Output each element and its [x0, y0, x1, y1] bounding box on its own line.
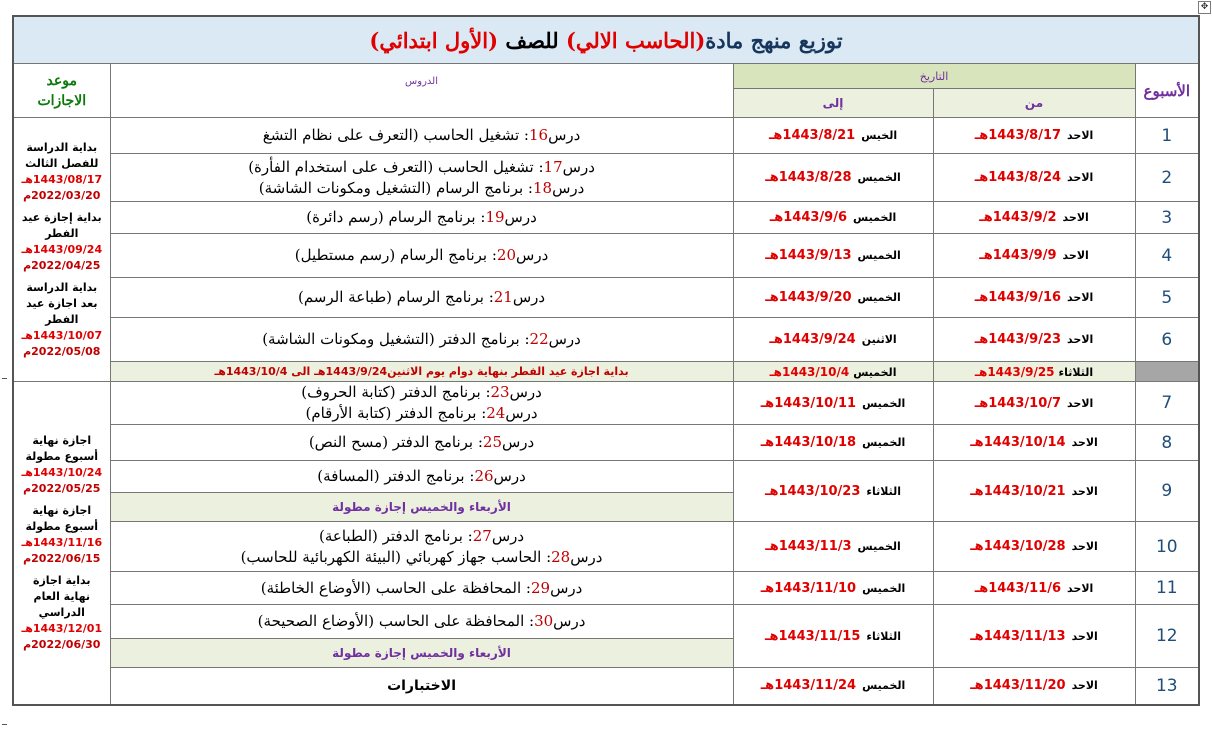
holiday-dates-cell	[13, 118, 110, 382]
holiday-note: الأربعاء والخميس إجازة مطولة	[110, 493, 733, 522]
lesson-number: 26	[474, 467, 494, 485]
to-date: 1443/10/23هـ	[765, 483, 861, 499]
lesson-line	[111, 432, 733, 453]
from-date: 1443/8/17هـ	[974, 128, 1062, 143]
from-date-cell	[933, 318, 1135, 362]
margin-marker	[2, 724, 7, 725]
holiday-hijri-date: 1443/10/07هـ	[21, 328, 103, 342]
lesson-title: : الحاسب جهاز كهربائي (البيئة الكهربائية للحاسب)	[240, 547, 552, 566]
to-date-cell	[733, 278, 933, 318]
table-row	[13, 522, 1199, 572]
holiday-gregorian-date: 2022/06/30م	[23, 637, 101, 651]
from-date: 1443/11/20هـ	[970, 678, 1066, 694]
lesson-prefix: درس	[504, 208, 537, 226]
to-date: 1443/11/15هـ	[765, 628, 861, 644]
table-row	[13, 382, 1199, 425]
lessons-cell	[110, 522, 733, 572]
from-date: 1443/9/25هـ	[974, 364, 1055, 379]
from-day: الاحد	[1071, 436, 1098, 449]
holiday-gregorian-date: 2022/03/20م	[23, 188, 101, 202]
lesson-line	[111, 547, 733, 568]
curriculum-table	[12, 15, 1200, 706]
to-date-cell	[733, 605, 933, 668]
lesson-title: : برنامج الدفتر (كتابة الأرقام)	[305, 404, 487, 422]
lesson-line	[111, 611, 733, 632]
lesson-title: : برنامج الرسام (رسم دائرة)	[306, 208, 486, 226]
lessons-cell	[110, 234, 733, 278]
from-day: الاحد	[1071, 484, 1098, 498]
to-date-cell	[733, 154, 933, 202]
to-day: الخميس	[862, 679, 906, 693]
from-date-cell	[933, 522, 1135, 572]
lesson-title: : برنامج الرسام (طباعة الرسم)	[297, 288, 494, 306]
lesson-prefix: درس	[512, 288, 546, 306]
table-row	[13, 668, 1199, 705]
week-number: 12	[1135, 605, 1199, 668]
table-row	[13, 425, 1199, 461]
from-date-cell	[933, 668, 1135, 705]
holiday-header: موعد الاجازات	[13, 64, 110, 118]
to-date-cell	[733, 522, 933, 572]
holiday-gregorian-date: 2022/06/15م	[23, 551, 101, 565]
to-date: 1443/11/24هـ	[760, 678, 857, 694]
page-title: توزيع منهج مادة(الحاسب الالي) للصف (الأول ابتدائي)	[13, 16, 1199, 64]
lesson-number: 27	[472, 526, 492, 545]
to-date-cell	[733, 362, 933, 382]
lessons-cell	[110, 202, 733, 234]
table-row	[13, 118, 1199, 154]
to-day: الخميس	[862, 581, 906, 595]
lesson-number: 22	[529, 330, 549, 348]
from-date: 1443/9/23هـ	[974, 332, 1062, 347]
lesson-prefix: درس	[552, 178, 585, 197]
week-number: 4	[1135, 234, 1199, 278]
lesson-number: 16	[528, 126, 549, 144]
lessons-header: الدروس	[110, 64, 733, 118]
from-date-cell	[933, 154, 1135, 202]
table-row	[13, 234, 1199, 278]
to-day: الخميس	[857, 249, 901, 262]
from-date-cell	[933, 234, 1135, 278]
from-date: 1443/10/7هـ	[974, 395, 1062, 411]
lessons-cell	[110, 118, 733, 154]
lessons-cell	[110, 461, 733, 493]
lesson-prefix: درس	[516, 246, 549, 264]
table-row	[13, 278, 1199, 318]
from-day: الاحد	[1067, 333, 1094, 346]
week-number: 2	[1135, 154, 1199, 202]
lesson-number: 30	[534, 612, 554, 630]
from-date-cell	[933, 425, 1135, 461]
table-row	[13, 154, 1199, 202]
lessons-cell	[110, 572, 733, 605]
lessons-cell	[110, 278, 733, 318]
to-date: 1443/11/10هـ	[760, 580, 857, 596]
holiday-entry	[18, 280, 106, 360]
week-header: الأسبوع	[1135, 64, 1199, 118]
from-day: الاحد	[1067, 171, 1094, 184]
lesson-prefix: درس	[502, 433, 535, 451]
lesson-prefix: درس	[509, 383, 542, 401]
lessons-cell	[110, 318, 733, 362]
to-day: الخميس	[857, 540, 901, 553]
week-number: 1	[1135, 118, 1199, 154]
from-day: الاحد	[1067, 581, 1094, 595]
holiday-hijri-date: 1443/08/17هـ	[21, 172, 103, 186]
lesson-prefix: درس	[491, 526, 525, 545]
from-date-cell	[933, 202, 1135, 234]
lesson-line	[111, 245, 733, 266]
from-day: الاحد	[1071, 679, 1098, 693]
lesson-title: : برنامج الدفتر (التشغيل ومكونات الشاشة)	[262, 330, 530, 348]
from-date: 1443/8/24هـ	[974, 170, 1062, 185]
from-day: الاحد	[1067, 129, 1094, 142]
from-date: 1443/9/9هـ	[979, 248, 1057, 263]
to-date-cell	[733, 461, 933, 522]
from-date: 1443/10/14هـ	[970, 435, 1066, 450]
holiday-dates-cell	[13, 382, 110, 705]
to-day: الخميس	[853, 211, 897, 224]
from-date-cell	[933, 362, 1135, 382]
to-date: 1443/11/3هـ	[765, 539, 852, 554]
lesson-prefix: درس	[562, 157, 595, 176]
holiday-entry	[18, 573, 106, 653]
from-header: من	[933, 89, 1135, 118]
lesson-prefix: درس	[493, 467, 526, 485]
to-date: 1443/9/24هـ	[769, 332, 856, 347]
holiday-entry	[18, 433, 106, 497]
holiday-entry	[18, 210, 106, 274]
holiday-hijri-date: 1443/10/24هـ	[21, 465, 103, 479]
lesson-title: : برنامج الدفتر (مسح النص)	[308, 433, 483, 451]
holiday-label: اجازة نهاية أسبوع مطولة	[25, 433, 99, 463]
to-date: 1443/9/6هـ	[769, 210, 848, 225]
lesson-number: 17	[543, 157, 563, 176]
lesson-line	[111, 125, 733, 146]
week-number: 8	[1135, 425, 1199, 461]
week-number: 13	[1135, 668, 1199, 705]
week-number: 9	[1135, 461, 1199, 522]
week-number	[1135, 362, 1199, 382]
holiday-gregorian-date: 2022/05/08م	[23, 344, 101, 358]
to-date-cell	[733, 382, 933, 425]
lesson-number: 21	[493, 288, 513, 306]
date-header: التاريخ	[733, 64, 1135, 89]
to-day: الثلاثاء	[866, 629, 902, 643]
holiday-hijri-date: 1443/12/01هـ	[21, 621, 103, 635]
from-date: 1443/11/13هـ	[970, 628, 1066, 644]
margin-marker	[2, 378, 7, 379]
lesson-line	[111, 526, 733, 547]
lesson-number: 29	[530, 578, 551, 597]
week-number: 11	[1135, 572, 1199, 605]
holiday-hijri-date: 1443/09/24هـ	[21, 242, 103, 256]
to-day: الاثنين	[861, 333, 897, 346]
holiday-gregorian-date: 2022/04/25م	[23, 258, 101, 272]
table-row	[13, 605, 1199, 639]
lessons-cell: الاختبارات	[110, 668, 733, 705]
lesson-title: : تشغيل الحاسب (التعرف على استخدام الفأرة)	[248, 157, 544, 176]
move-handle-icon[interactable]: ✥	[1198, 1, 1211, 14]
to-date: 1443/8/28هـ	[765, 170, 852, 185]
lesson-title: : برنامج الرسام (رسم مستطيل)	[294, 246, 497, 264]
lesson-number: 28	[551, 547, 571, 566]
to-date-cell	[733, 118, 933, 154]
week-number: 3	[1135, 202, 1199, 234]
from-date-cell	[933, 382, 1135, 425]
lessons-cell	[110, 154, 733, 202]
to-date: 1443/10/4هـ	[769, 364, 850, 379]
lessons-cell	[110, 425, 733, 461]
lesson-title: : برنامج الدفتر (الطباعة)	[319, 526, 473, 545]
lesson-line	[111, 178, 733, 199]
from-date: 1443/11/6هـ	[974, 580, 1062, 596]
to-date-cell	[733, 234, 933, 278]
lesson-title: : برنامج الرسام (التشغيل ومكونات الشاشة)	[258, 178, 533, 197]
lesson-title: : المحافظة على الحاسب (الأوضاع الخاطئة)	[260, 578, 531, 597]
lesson-title: : برنامج الدفتر (كتابة الحروف)	[301, 383, 491, 401]
from-day: الاحد	[1071, 540, 1098, 553]
from-day: الاحد	[1067, 396, 1094, 410]
lesson-line	[111, 329, 733, 350]
lesson-line	[111, 157, 733, 178]
to-day: الخميس	[862, 436, 906, 449]
from-day: الثلاثاء	[1058, 365, 1094, 379]
table-row	[13, 461, 1199, 493]
to-day: الخميس	[857, 291, 901, 304]
to-date-cell	[733, 668, 933, 705]
from-date-cell	[933, 461, 1135, 522]
from-date: 1443/10/28هـ	[970, 539, 1066, 554]
lesson-number: 25	[482, 433, 502, 451]
from-date: 1443/10/21هـ	[970, 483, 1066, 499]
from-day: الاحد	[1067, 291, 1094, 304]
from-day: الاحد	[1062, 249, 1089, 262]
lesson-number: 19	[485, 208, 505, 226]
holiday-entry	[18, 503, 106, 567]
lessons-cell	[110, 382, 733, 425]
from-date-cell	[933, 278, 1135, 318]
table-row	[13, 572, 1199, 605]
from-date-cell	[933, 572, 1135, 605]
to-date: 1443/10/11هـ	[760, 395, 857, 411]
from-day: الاحد	[1071, 629, 1098, 643]
to-day: الخميس	[862, 396, 906, 410]
from-date: 1443/9/16هـ	[974, 290, 1062, 305]
week-number: 5	[1135, 278, 1199, 318]
to-date: 1443/10/18هـ	[760, 435, 857, 450]
week-number: 7	[1135, 382, 1199, 425]
holiday-label: بداية إجازة عيد الفطر	[21, 210, 102, 240]
lesson-number: 20	[496, 246, 517, 264]
holiday-hijri-date: 1443/11/16هـ	[21, 535, 103, 549]
lesson-number: 24	[486, 404, 506, 422]
from-date-cell	[933, 605, 1135, 668]
week-number: 10	[1135, 522, 1199, 572]
to-day: الثلاثاء	[866, 484, 902, 498]
holiday-note: الأربعاء والخميس إجازة مطولة	[110, 639, 733, 668]
lesson-prefix: درس	[553, 612, 586, 630]
holiday-entry	[18, 140, 106, 204]
lesson-line	[111, 403, 733, 424]
lesson-title: : برنامج الدفتر (المسافة)	[317, 467, 475, 485]
to-day: الخميس	[853, 365, 897, 379]
lesson-line	[111, 466, 733, 487]
table-row	[13, 202, 1199, 234]
lesson-line	[111, 207, 733, 228]
holiday-gregorian-date: 2022/05/25م	[23, 481, 101, 495]
to-date-cell	[733, 425, 933, 461]
lesson-prefix: درس	[550, 578, 583, 597]
to-day: الخميس	[857, 171, 901, 184]
to-date-cell	[733, 202, 933, 234]
lesson-line	[111, 287, 733, 308]
lesson-number: 18	[532, 178, 553, 197]
to-date: 1443/9/20هـ	[765, 290, 852, 305]
to-date-cell	[733, 572, 933, 605]
to-day: الخيس	[861, 129, 898, 142]
to-date-cell	[733, 318, 933, 362]
lesson-title: : المحافظة على الحاسب (الأوضاع الصحيحة)	[257, 612, 535, 630]
from-date: 1443/9/2هـ	[979, 210, 1057, 225]
lesson-number: 23	[490, 383, 510, 401]
to-header: إلى	[733, 89, 933, 118]
holiday-label: بداية الدراسة للفصل الثالث	[25, 140, 99, 170]
holiday-label: اجازة نهاية أسبوع مطولة	[25, 503, 99, 533]
lesson-prefix: درس	[505, 404, 538, 422]
eid-break-note: بداية اجازة عيد الفطر بنهاية دوام يوم الاثنين1443/9/24هـ الى 1443/10/4هـ	[110, 362, 733, 382]
table-row	[13, 318, 1199, 362]
lesson-prefix: درس	[570, 547, 603, 566]
from-date-cell	[933, 118, 1135, 154]
lesson-line	[111, 578, 733, 599]
holiday-label: بداية الدراسة بعد اجازة عيد الفطر	[26, 280, 98, 326]
week-number: 6	[1135, 318, 1199, 362]
lesson-title: : تشغيل الحاسب (التعرف على نظام التشغ	[262, 126, 529, 144]
to-date: 1443/8/21هـ	[768, 128, 856, 143]
lessons-cell	[110, 605, 733, 639]
eid-break-row	[13, 362, 1199, 382]
lesson-prefix: درس	[548, 126, 581, 144]
lesson-prefix: درس	[548, 330, 581, 348]
from-day: الاحد	[1062, 211, 1089, 224]
lesson-line	[111, 382, 733, 403]
to-date: 1443/9/13هـ	[765, 248, 852, 263]
holiday-label: بداية اجازة نهاية العام الدراسي	[32, 573, 91, 619]
